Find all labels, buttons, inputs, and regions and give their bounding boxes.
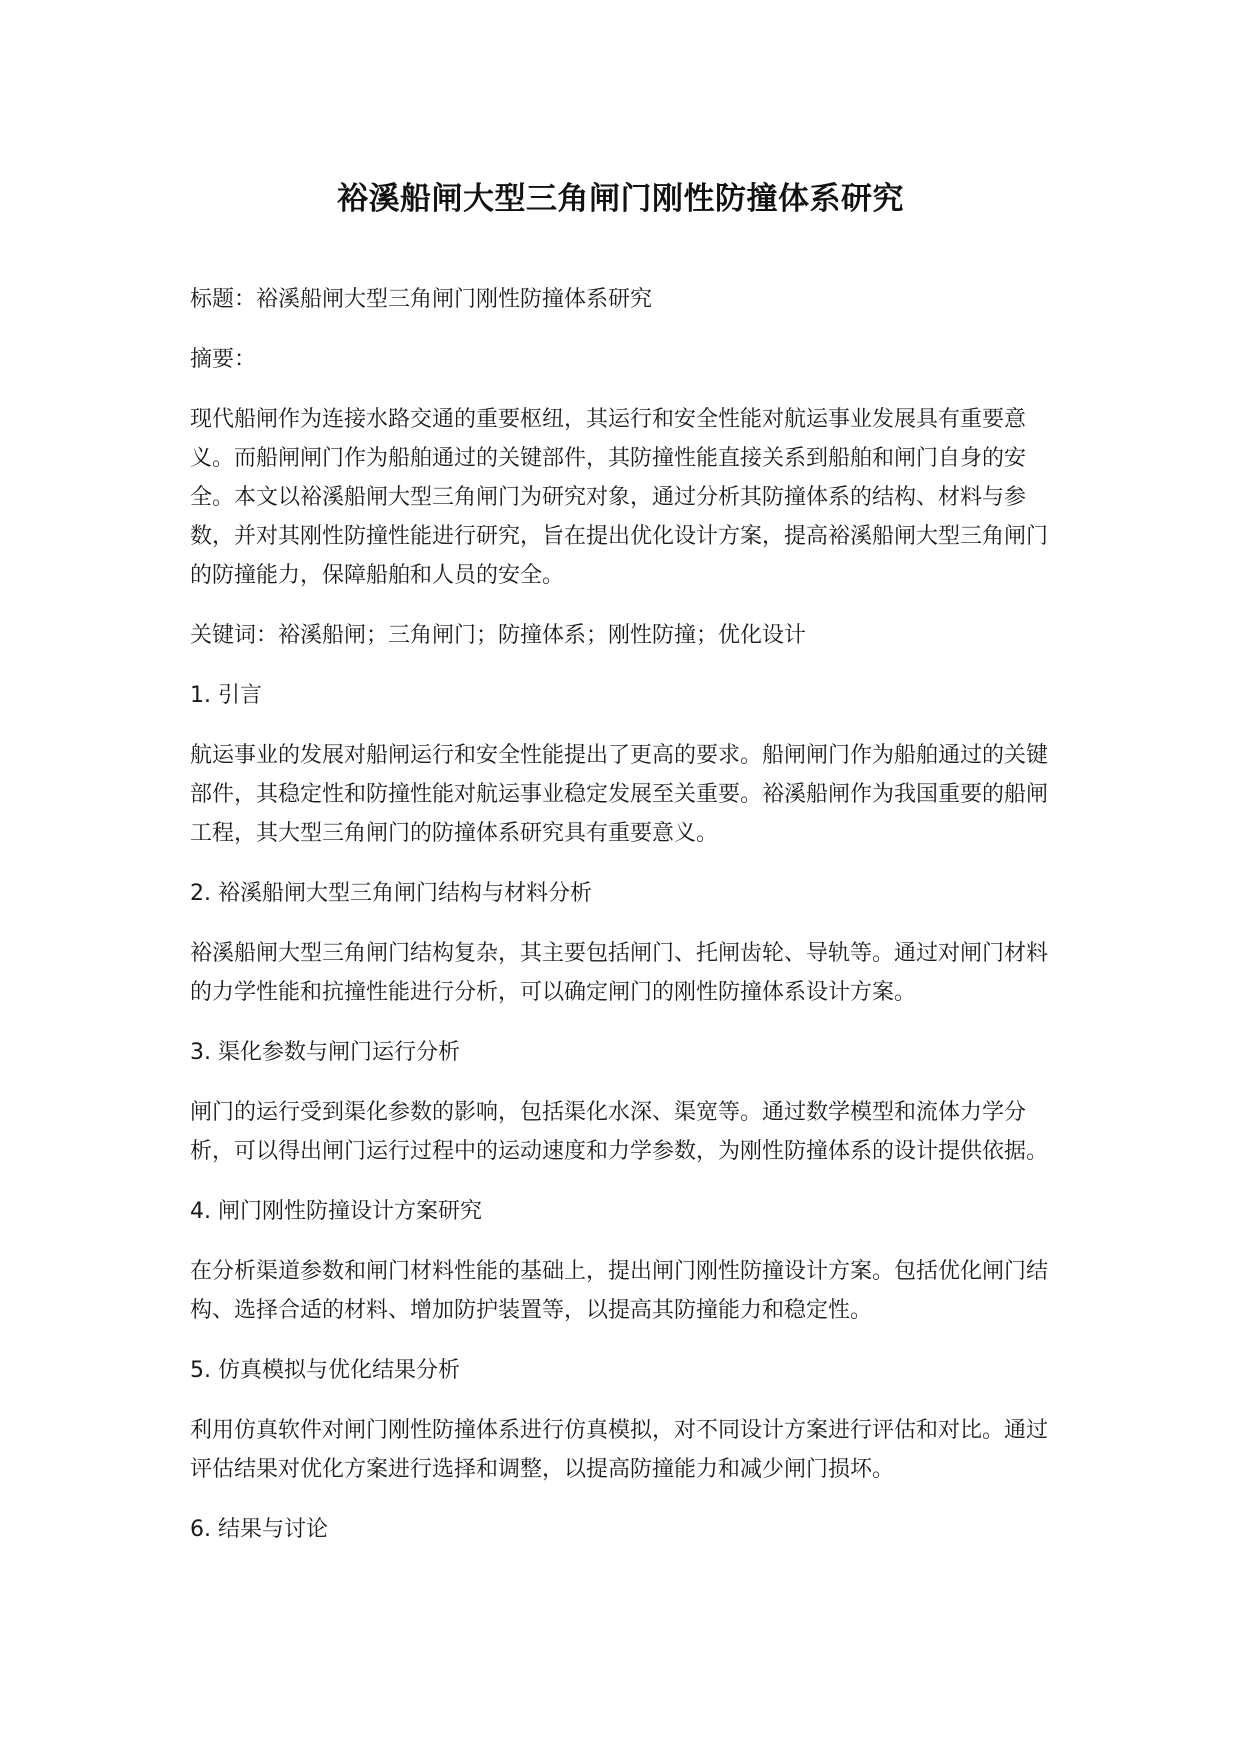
document-body bbox=[190, 280, 1050, 1570]
section-text-4: 在分析渠道参数和闸门材料性能的基础上，提出闸门刚性防撞设计方案。包括优化闸门结构、选择合适的材料、增加防护装置等，以提高其防撞能力和稳定性。 bbox=[190, 1259, 1049, 1323]
keywords-line: 关键词：裕溪船闸；三角闸门；防撞体系；刚性防撞；优化设计 bbox=[190, 623, 807, 648]
section-heading-2: 2. 裕溪船闸大型三角闸门结构与材料分析 bbox=[190, 881, 592, 906]
abstract-text: 现代船闸作为连接水路交通的重要枢纽，其运行和安全性能对航运事业发展具有重要意义。而船闸闸门作为船舶通过的关键部件，其防撞性能直接关系到船舶和闸门自身的安全。本文以裕溪船闸大型三角闸门为研究对象，通过分析其防撞体系的结构、材料与参数，并对其刚性防撞性能进行研究，旨在提出优化设计方案，提高裕溪船闸大型三角闸门的防撞能力，保障船舶和人员的安全。 bbox=[190, 407, 1049, 588]
title-line: 标题：裕溪船闸大型三角闸门刚性防撞体系研究 bbox=[190, 287, 653, 312]
document-title: 裕溪船闸大型三角闸门刚性防撞体系研究 bbox=[337, 181, 904, 217]
section-text-2: 裕溪船闸大型三角闸门结构复杂，其主要包括闸门、托闸齿轮、导轨等。通过对闸门材料的力学性能和抗撞性能进行分析，可以确定闸门的刚性防撞体系设计方案。 bbox=[190, 941, 1049, 1005]
section-text-3: 闸门的运行受到渠化参数的影响，包括渠化水深、渠宽等。通过数学模型和流体力学分析，可以得出闸门运行过程中的运动速度和力学参数，为刚性防撞体系的设计提供依据。 bbox=[190, 1100, 1049, 1164]
section-text-1: 航运事业的发展对船闸运行和安全性能提出了更高的要求。船闸闸门作为船舶通过的关键部件，其稳定性和防撞性能对航运事业稳定发展至关重要。裕溪船闸作为我国重要的船闸工程，其大型三角闸门的防撞体系研究具有重要意义。 bbox=[190, 743, 1049, 846]
section-text-5: 利用仿真软件对闸门刚性防撞体系进行仿真模拟，对不同设计方案进行评估和对比。通过评估结果对优化方案进行选择和调整，以提高防撞能力和减少闸门损坏。 bbox=[190, 1418, 1049, 1482]
section-heading-5: 5. 仿真模拟与优化结果分析 bbox=[190, 1358, 460, 1383]
section-heading-1: 1. 引言 bbox=[190, 683, 262, 708]
section-heading-6: 6. 结果与讨论 bbox=[190, 1517, 328, 1542]
section-heading-4: 4. 闸门刚性防撞设计方案研究 bbox=[190, 1199, 482, 1224]
section-heading-3: 3. 渠化参数与闸门运行分析 bbox=[190, 1040, 460, 1065]
abstract-label: 摘要： bbox=[190, 347, 257, 372]
